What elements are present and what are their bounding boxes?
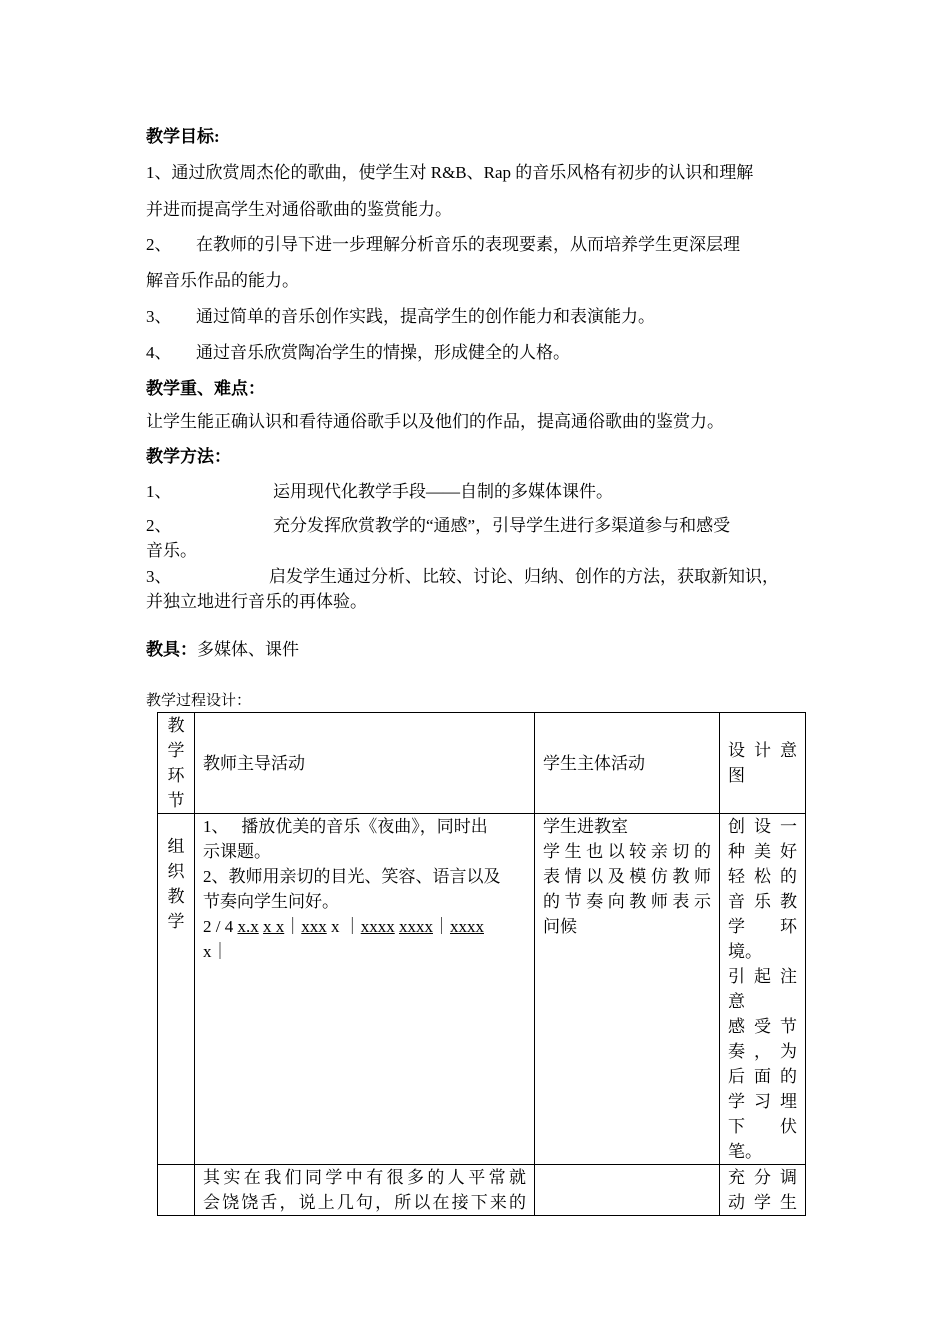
intent-line: 充分调 bbox=[728, 1168, 797, 1187]
intent-line: 笔。 bbox=[728, 1142, 762, 1161]
intent-line: 学 环 bbox=[728, 917, 797, 936]
method-1-text: 运用现代化教学手段——自制的多媒体课件。 bbox=[273, 482, 613, 501]
process-caption: 教学过程设计： bbox=[146, 693, 252, 709]
header-stage-char: 教 bbox=[167, 716, 185, 735]
row1-student-line-1: 学生进教室 bbox=[543, 817, 628, 836]
rhythm-group: xxxx bbox=[449, 917, 484, 936]
stage-char: 教 bbox=[167, 887, 185, 906]
row2-teacher-line-2: 会饶饶舌，说上几句，所以在接下来的 bbox=[203, 1193, 526, 1212]
header-stage-char: 节 bbox=[167, 791, 185, 810]
bar-line: ｜ bbox=[284, 917, 302, 936]
rhythm-end: x｜ bbox=[203, 942, 229, 961]
method-2-line-1: 充分发挥欣赏教学的“通感”，引导学生进行多渠道参与和感受 bbox=[273, 516, 731, 535]
time-signature: 2 / 4 bbox=[203, 917, 238, 936]
objective-1-line-2: 并进而提高学生对通俗歌曲的鉴赏能力。 bbox=[146, 200, 452, 219]
table-row bbox=[158, 814, 806, 1165]
intent-line: 创设一 bbox=[728, 817, 797, 836]
rhythm-group: x x bbox=[262, 917, 285, 936]
intent-line: 音乐教 bbox=[728, 892, 797, 911]
row2-teacher-line-1: 其实在我们同学中有很多的人平常就 bbox=[203, 1168, 526, 1187]
rhythm-group: x.x bbox=[237, 917, 259, 936]
rhythm-group: xxxx bbox=[398, 917, 433, 936]
method-3-line-2: 并独立地进行音乐的再体验。 bbox=[146, 592, 367, 611]
stage-char: 学 bbox=[167, 912, 185, 931]
header-intent-line-1: 设计意 bbox=[728, 741, 797, 760]
focus-text: 让学生能正确认识和看待通俗歌手以及他们的作品，提高通俗歌曲的鉴赏力。 bbox=[146, 412, 724, 431]
rhythm-group: xxx bbox=[301, 917, 327, 936]
rhythm-notation bbox=[203, 914, 526, 964]
row1-teacher-line-3: 2、教师用亲切的目光、笑容、语言以及 bbox=[203, 867, 501, 886]
row2-intent-cell bbox=[720, 1165, 806, 1216]
rhythm-group: x bbox=[326, 917, 344, 936]
focus-heading: 教学重、难点： bbox=[146, 379, 265, 398]
intent-line: 奏，为 bbox=[728, 1042, 797, 1061]
objectives-heading: 教学目标: bbox=[146, 127, 220, 146]
objective-2-line-2: 解音乐作品的能力。 bbox=[146, 271, 299, 290]
row1-student-line-2: 学生也以较亲切的 bbox=[543, 842, 711, 861]
rhythm-group: xxxx bbox=[360, 917, 395, 936]
stage-char: 组 bbox=[167, 837, 185, 856]
objective-2-number: 2、 bbox=[146, 235, 172, 254]
tools-line bbox=[146, 639, 299, 661]
row1-intent-cell bbox=[720, 814, 806, 1165]
bar-line: ｜ bbox=[432, 917, 450, 936]
header-stage-cell bbox=[158, 713, 195, 814]
method-1-number: 1、 bbox=[146, 482, 172, 501]
objective-4-number: 4、 bbox=[146, 343, 172, 362]
bar-line: ｜ bbox=[343, 917, 361, 936]
row1-teacher-line-1: 1、 播放优美的音乐《夜曲》，同时出 bbox=[203, 817, 488, 836]
objective-2-line-1: 在教师的引导下进一步理解分析音乐的表现要素，从而培养学生更深层理 bbox=[196, 235, 740, 254]
intent-line: 境。 bbox=[728, 942, 762, 961]
row1-student-cell bbox=[535, 814, 720, 1165]
intent-line: 意 bbox=[728, 992, 745, 1011]
table-row bbox=[158, 1165, 806, 1216]
header-intent-line-2: 图 bbox=[728, 766, 745, 785]
tools-label: 教具： bbox=[146, 640, 197, 659]
intent-line: 感受节 bbox=[728, 1017, 797, 1036]
row1-teacher-line-2: 示课题。 bbox=[203, 842, 271, 861]
row1-student-line-5: 问候 bbox=[543, 917, 577, 936]
methods-heading: 教学方法： bbox=[146, 447, 231, 466]
method-3-number: 3、 bbox=[146, 567, 172, 586]
header-stage-char: 学 bbox=[167, 741, 185, 760]
objective-1-line-1: 1、通过欣赏周杰伦的歌曲，使学生对 R&B、Rap 的音乐风格有初步的认识和理解 bbox=[146, 163, 754, 182]
row1-teacher-line-4: 节奏向学生问好。 bbox=[203, 892, 339, 911]
row1-student-line-4: 的节奏向教师表示 bbox=[543, 892, 711, 911]
row2-student-cell bbox=[535, 1165, 720, 1216]
header-teacher-cell: 教师主导活动 bbox=[195, 713, 535, 814]
header-stage-char: 环 bbox=[167, 766, 185, 785]
row1-stage-cell bbox=[158, 814, 195, 1165]
intent-line: 学习埋 bbox=[728, 1092, 797, 1111]
objective-3-number: 3、 bbox=[146, 307, 172, 326]
intent-line: 引起注 bbox=[728, 967, 797, 986]
intent-line: 种美好 bbox=[728, 842, 797, 861]
row1-student-line-3: 表情以及模仿教师 bbox=[543, 867, 711, 886]
method-2-line-2: 音乐。 bbox=[146, 541, 197, 560]
process-table bbox=[157, 712, 806, 1216]
stage-char: 织 bbox=[167, 862, 185, 881]
objective-3-text: 通过简单的音乐创作实践，提高学生的创作能力和表演能力。 bbox=[196, 307, 655, 326]
tools-text: 多媒体、课件 bbox=[197, 640, 299, 659]
row2-teacher-cell bbox=[195, 1165, 535, 1216]
intent-line: 后面的 bbox=[728, 1067, 797, 1086]
method-3-line-1: 启发学生通过分析、比较、讨论、归纳、创作的方法，获取新知识， bbox=[269, 567, 779, 586]
intent-line: 动学生 bbox=[728, 1193, 797, 1212]
header-student-cell: 学生主体活动 bbox=[535, 713, 720, 814]
intent-line: 下 伏 bbox=[728, 1117, 797, 1136]
objective-4-text: 通过音乐欣赏陶冶学生的情操，形成健全的人格。 bbox=[196, 343, 570, 362]
table-header-row bbox=[158, 713, 806, 814]
header-intent-cell bbox=[720, 713, 806, 814]
intent-line: 轻松的 bbox=[728, 867, 797, 886]
method-2-number: 2、 bbox=[146, 516, 172, 535]
row1-teacher-cell bbox=[195, 814, 535, 1165]
row2-stage-cell bbox=[158, 1165, 195, 1216]
